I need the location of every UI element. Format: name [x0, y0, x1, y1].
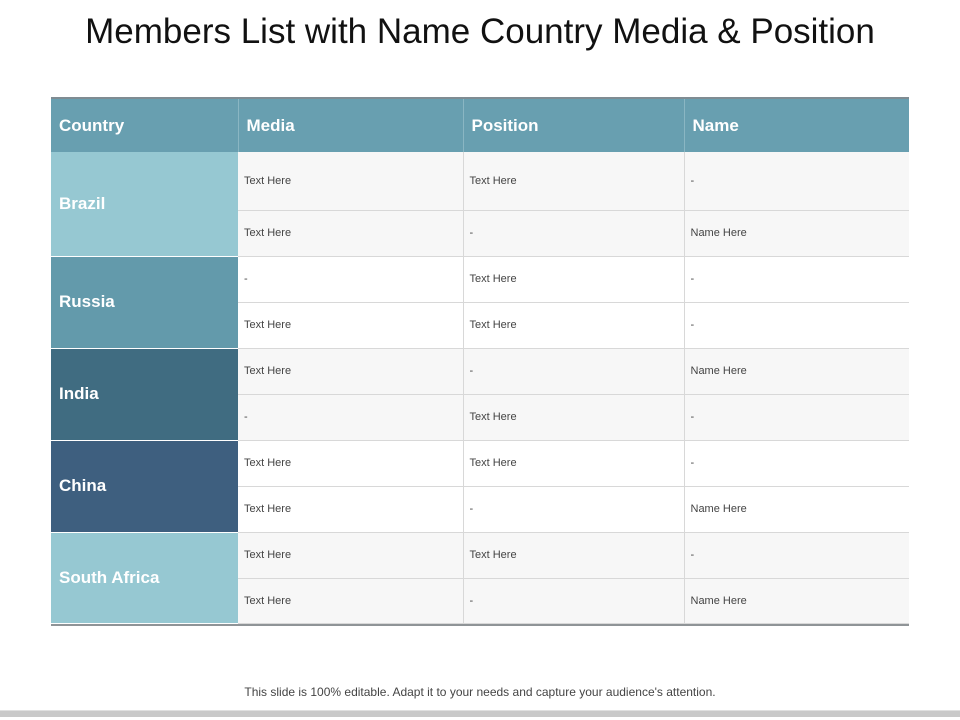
name-cell: Name Here — [684, 348, 909, 394]
table-row — [51, 152, 909, 210]
name-cell: Name Here — [684, 210, 909, 256]
name-cell: - — [684, 440, 909, 486]
header-country: Country — [51, 99, 238, 152]
members-table — [51, 99, 909, 624]
position-cell: Text Here — [463, 256, 684, 302]
table-row — [51, 256, 909, 302]
header-media: Media — [238, 99, 463, 152]
name-cell: Name Here — [684, 578, 909, 623]
position-cell: - — [463, 348, 684, 394]
media-cell: Text Here — [238, 440, 463, 486]
media-cell: Text Here — [238, 578, 463, 623]
position-cell: Text Here — [463, 440, 684, 486]
country-cell-india: India — [51, 348, 238, 440]
media-cell: Text Here — [238, 210, 463, 256]
position-cell: Text Here — [463, 302, 684, 348]
position-cell: Text Here — [463, 152, 684, 210]
name-cell: - — [684, 302, 909, 348]
position-cell: Text Here — [463, 532, 684, 578]
bottom-divider-bar — [0, 710, 960, 717]
position-cell: - — [463, 578, 684, 623]
media-cell: - — [238, 256, 463, 302]
country-cell-russia: Russia — [51, 256, 238, 348]
table-row — [51, 348, 909, 394]
header-position: Position — [463, 99, 684, 152]
country-cell-china: China — [51, 440, 238, 532]
name-cell: - — [684, 532, 909, 578]
name-cell: Name Here — [684, 486, 909, 532]
country-cell-south-africa: South Africa — [51, 532, 238, 623]
table-row — [51, 532, 909, 578]
media-cell: Text Here — [238, 486, 463, 532]
members-table-container — [51, 97, 909, 626]
name-cell: - — [684, 152, 909, 210]
media-cell: Text Here — [238, 152, 463, 210]
media-cell: - — [238, 394, 463, 440]
slide-title: Members List with Name Country Media & Position — [85, 12, 875, 51]
country-cell-brazil: Brazil — [51, 152, 238, 256]
position-cell: - — [463, 210, 684, 256]
name-cell: - — [684, 256, 909, 302]
position-cell: Text Here — [463, 394, 684, 440]
header-row — [51, 99, 909, 152]
table-body — [51, 152, 909, 623]
footer-caption: This slide is 100% editable. Adapt it to your needs and capture your audience's attention. — [244, 685, 716, 699]
media-cell: Text Here — [238, 302, 463, 348]
name-cell: - — [684, 394, 909, 440]
position-cell: - — [463, 486, 684, 532]
media-cell: Text Here — [238, 532, 463, 578]
media-cell: Text Here — [238, 348, 463, 394]
header-name: Name — [684, 99, 909, 152]
table-row — [51, 440, 909, 486]
